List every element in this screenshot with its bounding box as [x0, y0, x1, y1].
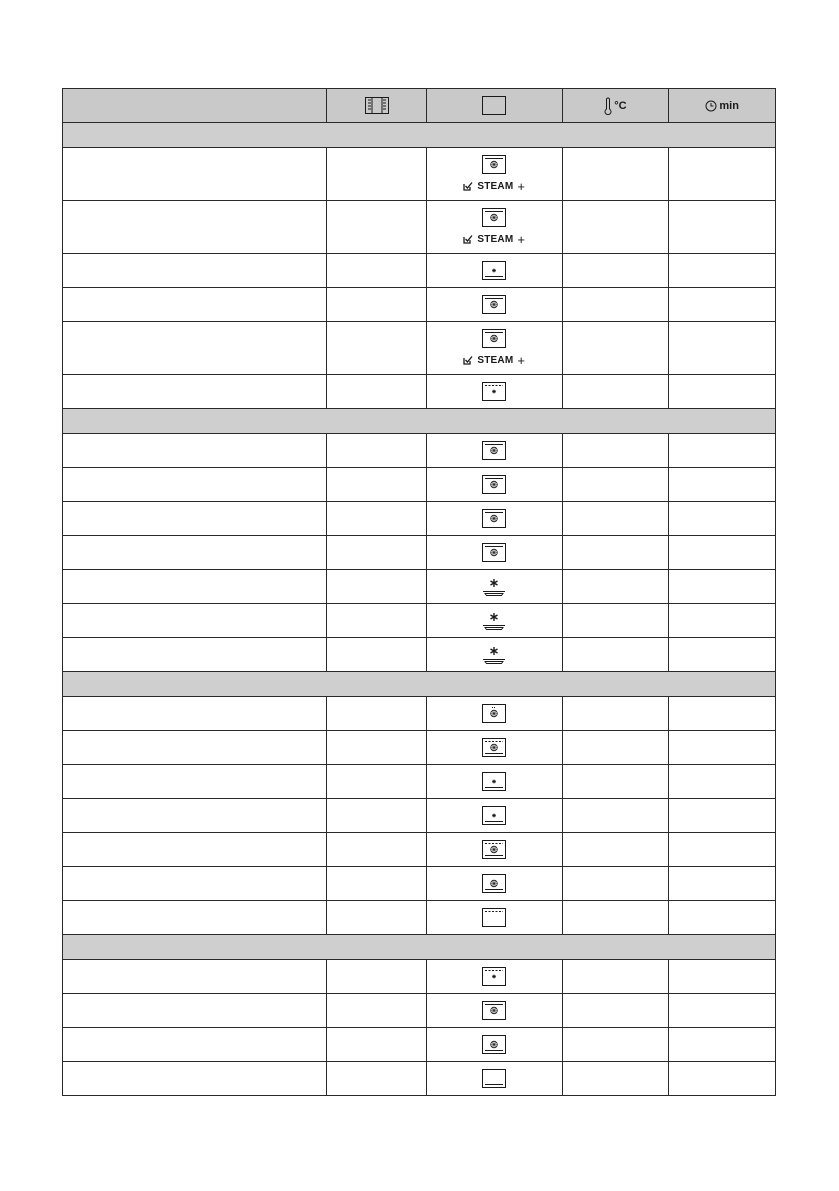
dish-cell	[63, 288, 327, 321]
temperature-cell	[563, 799, 670, 832]
dish-cell	[63, 148, 327, 200]
shelf-level-cell	[327, 254, 427, 287]
dish-cell	[63, 1062, 327, 1095]
function-cell	[427, 1028, 563, 1061]
time-cell	[669, 201, 775, 253]
shelf-level-cell	[327, 536, 427, 569]
section-header-row	[62, 935, 776, 960]
table-row	[62, 468, 776, 502]
fan-oven-icon	[482, 509, 506, 528]
shelf-level-cell	[327, 731, 427, 764]
temperature-cell	[563, 833, 670, 866]
cooking-table	[62, 88, 776, 1096]
time-cell	[669, 254, 775, 287]
table-row	[62, 502, 776, 536]
function-cell	[427, 1062, 563, 1095]
shelf-level-cell	[327, 994, 427, 1027]
section-header-row	[62, 672, 776, 697]
shelf-level-cell	[327, 322, 427, 374]
shelf-level-cell	[327, 201, 427, 253]
dish-cell	[63, 638, 327, 671]
shelf-level-cell	[327, 502, 427, 535]
clock-icon	[705, 100, 717, 112]
temperature-cell	[563, 536, 670, 569]
table-row	[62, 765, 776, 799]
temperature-cell	[563, 468, 670, 501]
steam-text: STEAM	[477, 354, 514, 366]
temperature-cell	[563, 148, 670, 200]
table-row	[62, 731, 776, 765]
time-cell	[669, 994, 775, 1027]
shelf-level-cell	[327, 833, 427, 866]
steam-check-icon	[463, 355, 473, 365]
time-cell	[669, 1028, 775, 1061]
table-row	[62, 867, 776, 901]
table-row	[62, 960, 776, 994]
header-function-cell	[427, 89, 563, 122]
function-cell	[427, 434, 563, 467]
dish-cell	[63, 536, 327, 569]
temperature-cell	[563, 322, 670, 374]
temperature-cell	[563, 254, 670, 287]
defrost-icon	[481, 577, 507, 597]
dish-cell	[63, 322, 327, 374]
shelf-level-cell	[327, 765, 427, 798]
function-cell	[427, 468, 563, 501]
fan-oven-icon	[482, 1001, 506, 1020]
header-time-cell	[669, 89, 775, 122]
temperature-cell	[563, 994, 670, 1027]
temperature-cell	[563, 867, 670, 900]
shelf-level-cell	[327, 468, 427, 501]
temperature-cell	[563, 502, 670, 535]
bottom-heat-fan-icon	[482, 261, 506, 280]
time-cell	[669, 468, 775, 501]
steam-plus-label	[463, 353, 525, 368]
table-row	[62, 604, 776, 638]
temperature-cell	[563, 765, 670, 798]
dish-cell	[63, 765, 327, 798]
shelf-level-cell	[327, 604, 427, 637]
time-cell	[669, 322, 775, 374]
dish-cell	[63, 960, 327, 993]
function-cell	[427, 994, 563, 1027]
fan-bottom-icon	[482, 874, 506, 893]
temperature-cell	[563, 731, 670, 764]
table-row	[62, 148, 776, 201]
plus-sign: +	[517, 178, 526, 194]
shelf-level-cell	[327, 570, 427, 603]
function-cell	[427, 765, 563, 798]
fan-oven-icon	[482, 475, 506, 494]
top-heat-fan-icon	[482, 967, 506, 986]
shelf-level-cell	[327, 901, 427, 934]
temperature-cell	[563, 288, 670, 321]
function-cell	[427, 697, 563, 730]
defrost-icon	[481, 611, 507, 631]
fan-bottom-icon	[482, 1035, 506, 1054]
table-row	[62, 254, 776, 288]
defrost-icon	[481, 645, 507, 665]
shelf-level-cell	[327, 375, 427, 408]
dish-cell	[63, 731, 327, 764]
section-header-row	[62, 123, 776, 148]
dish-cell	[63, 604, 327, 637]
shelf-level-cell	[327, 148, 427, 200]
top-heat-icon	[482, 908, 506, 927]
temperature-cell	[563, 375, 670, 408]
shelf-level-cell	[327, 288, 427, 321]
shelf-level-cell	[327, 1062, 427, 1095]
fan-oven-icon	[482, 295, 506, 314]
section-header-row	[62, 409, 776, 434]
dish-cell	[63, 994, 327, 1027]
fan-oven-icon	[482, 208, 506, 227]
shelf-level-cell	[327, 867, 427, 900]
plus-sign: +	[517, 352, 526, 368]
function-cell	[427, 960, 563, 993]
dish-cell	[63, 799, 327, 832]
steam-check-icon	[463, 234, 473, 244]
table-row	[62, 833, 776, 867]
table-row	[62, 570, 776, 604]
bottom-heat-fan-icon	[482, 772, 506, 791]
dish-cell	[63, 833, 327, 866]
time-cell	[669, 604, 775, 637]
function-cell	[427, 502, 563, 535]
function-cell	[427, 604, 563, 637]
bottom-heat-fan-icon	[482, 806, 506, 825]
dish-cell	[63, 502, 327, 535]
time-cell	[669, 901, 775, 934]
function-cell	[427, 322, 563, 374]
temperature-cell	[563, 901, 670, 934]
steam-plus-label	[463, 179, 525, 194]
fan-oven-icon	[482, 543, 506, 562]
fan-oven-icon	[482, 329, 506, 348]
time-cell	[669, 833, 775, 866]
dish-cell	[63, 468, 327, 501]
table-row	[62, 1028, 776, 1062]
grill-fan-icon	[482, 738, 506, 757]
function-cell	[427, 638, 563, 671]
function-cell	[427, 867, 563, 900]
table-body	[62, 123, 776, 1096]
time-cell	[669, 1062, 775, 1095]
shelf-level-cell	[327, 799, 427, 832]
shelf-level-cell	[327, 697, 427, 730]
function-cell	[427, 148, 563, 200]
function-cell	[427, 570, 563, 603]
table-row	[62, 201, 776, 254]
temperature-cell	[563, 434, 670, 467]
dish-cell	[63, 254, 327, 287]
time-cell	[669, 731, 775, 764]
shelf-level-icon	[365, 97, 389, 114]
table-row	[62, 536, 776, 570]
table-row	[62, 901, 776, 935]
dish-cell	[63, 697, 327, 730]
temperature-unit: °C	[614, 99, 627, 112]
steam-plus-label	[463, 232, 525, 247]
oven-function-icon	[482, 96, 506, 115]
header-shelf-cell	[327, 89, 427, 122]
time-cell	[669, 765, 775, 798]
dish-cell	[63, 1028, 327, 1061]
table-row	[62, 434, 776, 468]
table-row	[62, 638, 776, 672]
table-row	[62, 1062, 776, 1096]
function-cell	[427, 901, 563, 934]
steam-text: STEAM	[477, 233, 514, 245]
thermometer-icon	[604, 97, 612, 115]
temperature-cell	[563, 570, 670, 603]
steam-text: STEAM	[477, 180, 514, 192]
temperature-cell	[563, 960, 670, 993]
steam-check-icon	[463, 181, 473, 191]
header-temperature-cell	[563, 89, 670, 122]
shelf-level-cell	[327, 434, 427, 467]
fan-oven-icon	[482, 441, 506, 460]
time-cell	[669, 960, 775, 993]
function-cell	[427, 799, 563, 832]
dish-cell	[63, 570, 327, 603]
time-cell	[669, 148, 775, 200]
table-row	[62, 799, 776, 833]
temperature-cell	[563, 1062, 670, 1095]
table-row	[62, 697, 776, 731]
time-unit: min	[719, 99, 739, 112]
time-cell	[669, 697, 775, 730]
table-row	[62, 288, 776, 322]
function-cell	[427, 731, 563, 764]
table-row	[62, 994, 776, 1028]
dish-cell	[63, 901, 327, 934]
time-cell	[669, 638, 775, 671]
shelf-level-cell	[327, 960, 427, 993]
shelf-level-cell	[327, 1028, 427, 1061]
shelf-level-cell	[327, 638, 427, 671]
dish-cell	[63, 867, 327, 900]
temperature-cell	[563, 201, 670, 253]
dish-cell	[63, 375, 327, 408]
grill-fan-icon	[482, 840, 506, 859]
function-cell	[427, 254, 563, 287]
plus-sign: +	[517, 231, 526, 247]
header-dish-cell	[63, 89, 327, 122]
time-cell	[669, 867, 775, 900]
dish-cell	[63, 201, 327, 253]
table-row	[62, 322, 776, 375]
time-cell	[669, 799, 775, 832]
table-row	[62, 375, 776, 409]
function-cell	[427, 536, 563, 569]
time-cell	[669, 434, 775, 467]
time-cell	[669, 375, 775, 408]
function-cell	[427, 833, 563, 866]
top-heat-fan-icon	[482, 382, 506, 401]
temperature-cell	[563, 697, 670, 730]
dish-cell	[63, 434, 327, 467]
temperature-cell	[563, 638, 670, 671]
time-cell	[669, 288, 775, 321]
bottom-heat-icon	[482, 1069, 506, 1088]
function-cell	[427, 375, 563, 408]
time-cell	[669, 536, 775, 569]
table-header	[62, 88, 776, 123]
fan-oven-icon	[482, 155, 506, 174]
fan-top-icon	[482, 704, 506, 723]
temperature-cell	[563, 1028, 670, 1061]
time-cell	[669, 570, 775, 603]
function-cell	[427, 201, 563, 253]
temperature-cell	[563, 604, 670, 637]
time-cell	[669, 502, 775, 535]
function-cell	[427, 288, 563, 321]
